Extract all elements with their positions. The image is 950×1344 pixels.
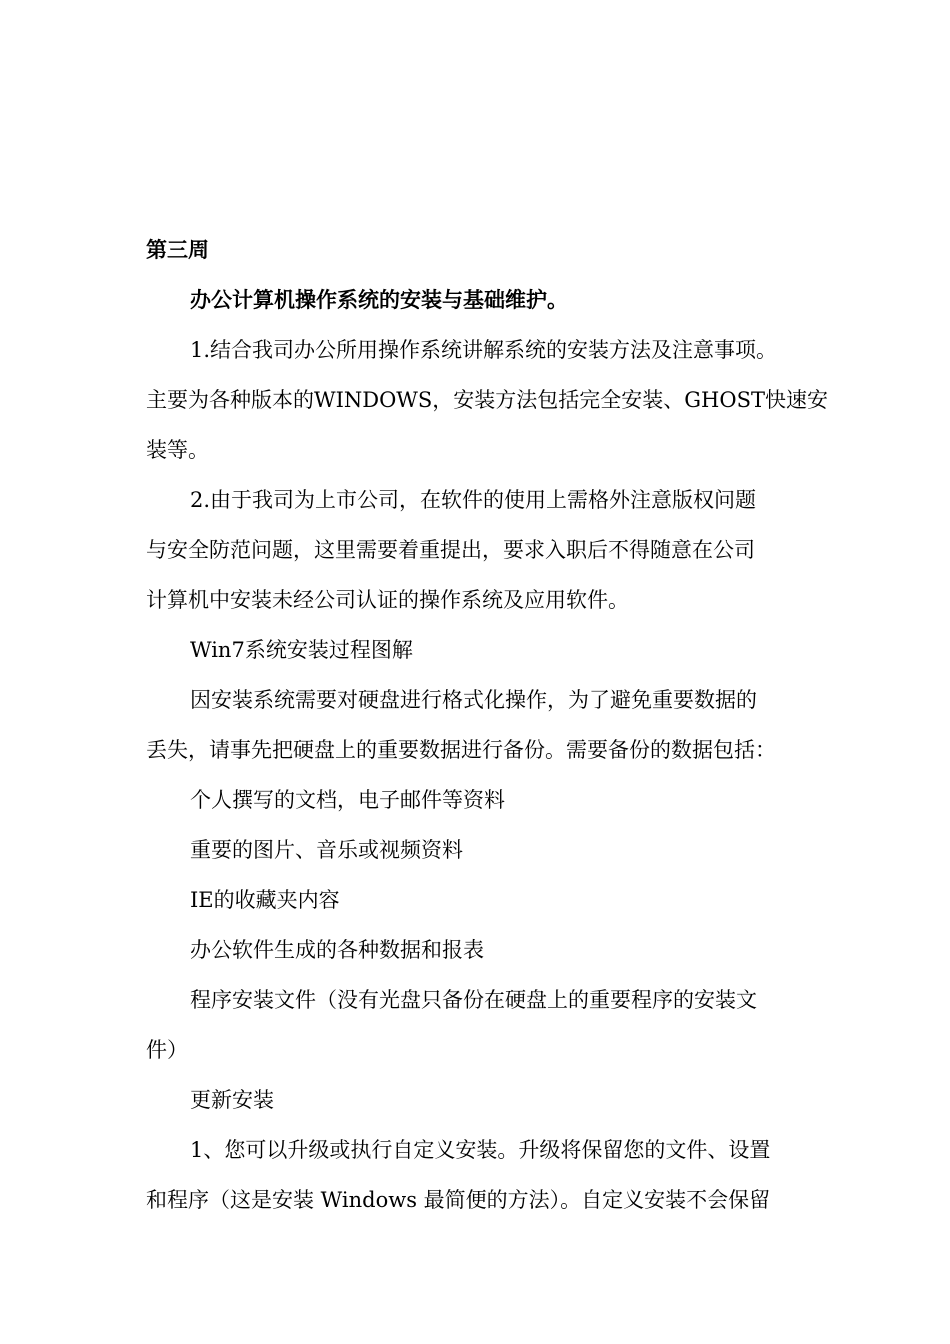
- list-item: 个人撰写的文档，电子邮件等资料: [190, 788, 505, 812]
- paragraph-line: 1、您可以升级或执行自定义安装。升级将保留您的文件、设置: [190, 1138, 771, 1162]
- list-item: 重要的图片、音乐或视频资料: [190, 838, 463, 862]
- section-subheading: 办公计算机操作系统的安装与基础维护。: [190, 288, 568, 312]
- list-item: 办公软件生成的各种数据和报表: [190, 938, 484, 962]
- list-item: IE的收藏夹内容: [190, 888, 340, 912]
- paragraph-line: 主要为各种版本的WINDOWS，安装方法包括完全安装、GHOST快速安: [146, 388, 828, 412]
- paragraph-line: Win7系统安装过程图解: [190, 638, 413, 662]
- paragraph-line: 计算机中安装未经公司认证的操作系统及应用软件。: [146, 588, 629, 612]
- list-item: 件）: [146, 1038, 188, 1062]
- list-item: 程序安装文件（没有光盘只备份在硬盘上的重要程序的安装文: [190, 988, 757, 1012]
- paragraph-line: 装等。: [146, 438, 209, 462]
- paragraph-line: 因安装系统需要对硬盘进行格式化操作，为了避免重要数据的: [190, 688, 757, 712]
- paragraph-line: 2.由于我司为上市公司，在软件的使用上需格外注意版权问题: [190, 488, 757, 512]
- paragraph-line: 和程序（这是安装 Windows 最简便的方法）。自定义安装不会保留: [146, 1188, 771, 1212]
- paragraph-line: 与安全防范问题，这里需要着重提出，要求入职后不得随意在公司: [146, 538, 755, 562]
- paragraph-line: 更新安装: [190, 1088, 274, 1112]
- paragraph-line: 1.结合我司办公所用操作系统讲解系统的安装方法及注意事项。: [190, 338, 778, 362]
- section-heading: 第三周: [146, 238, 209, 262]
- paragraph-line: 丢失，请事先把硬盘上的重要数据进行备份。需要备份的数据包括：: [146, 738, 776, 762]
